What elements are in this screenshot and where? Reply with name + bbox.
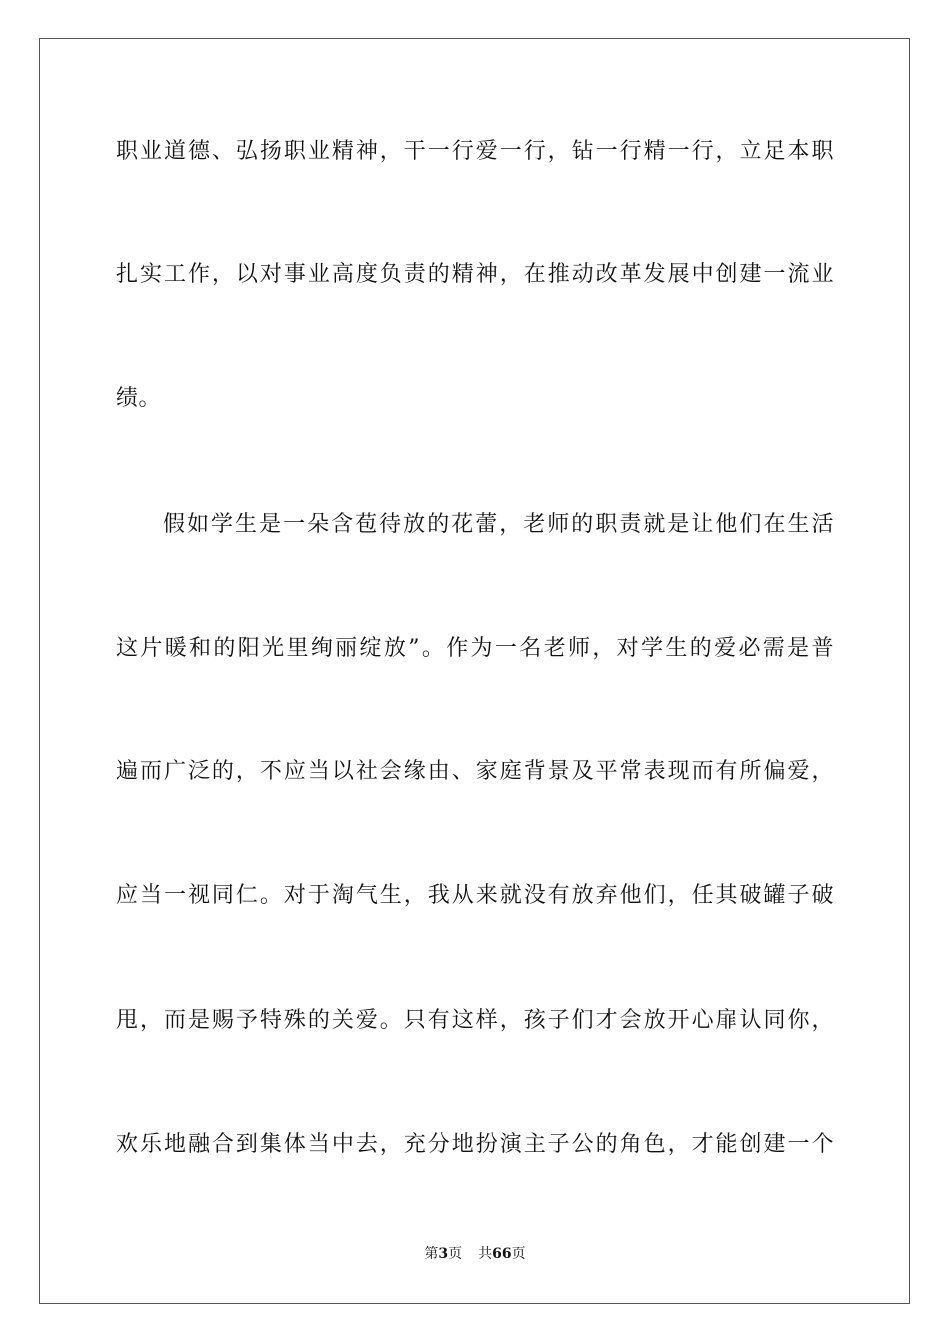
text-line-5: 这片暖和的阳光里绚丽绽放”。作为一名老师，对学生的爱必需是普: [116, 636, 834, 661]
footer-page-number: 3: [438, 1246, 449, 1262]
text-line-3: 绩。: [116, 386, 162, 411]
text-line-2: 扎实工作，以对事业高度负责的精神，在推动改革发展中创建一流业: [116, 262, 834, 287]
text-line-9: 欢乐地融合到集体当中去，充分地扮演主子公的角色，才能创建一个: [116, 1132, 834, 1157]
page-footer: [0, 1245, 950, 1263]
footer-total-suffix: 页: [511, 1246, 526, 1262]
footer-page-suffix: 页: [448, 1246, 463, 1262]
page-frame: [39, 38, 910, 1304]
footer-total-prefix: 共: [478, 1246, 493, 1262]
text-line-6: 遍而广泛的，不应当以社会缘由、家庭背景及平常表现而有所偏爱，: [116, 759, 834, 784]
text-line-8: 甩，而是赐予特殊的关爱。只有这样，孩子们才会放开心扉认同你，: [116, 1008, 834, 1033]
text-line-1: 职业道德、弘扬职业精神，干一行爱一行，钻一行精一行，立足本职: [116, 139, 834, 164]
text-line-4: 假如学生是一朵含苞待放的花蕾，老师的职责就是让他们在生活: [163, 512, 834, 537]
text-line-7: 应当一视同仁。对于淘气生，我从来就没有放弃他们，任其破罐子破: [116, 883, 834, 908]
footer-page-prefix: 第: [424, 1246, 439, 1262]
footer-total-pages: 66: [492, 1246, 512, 1262]
